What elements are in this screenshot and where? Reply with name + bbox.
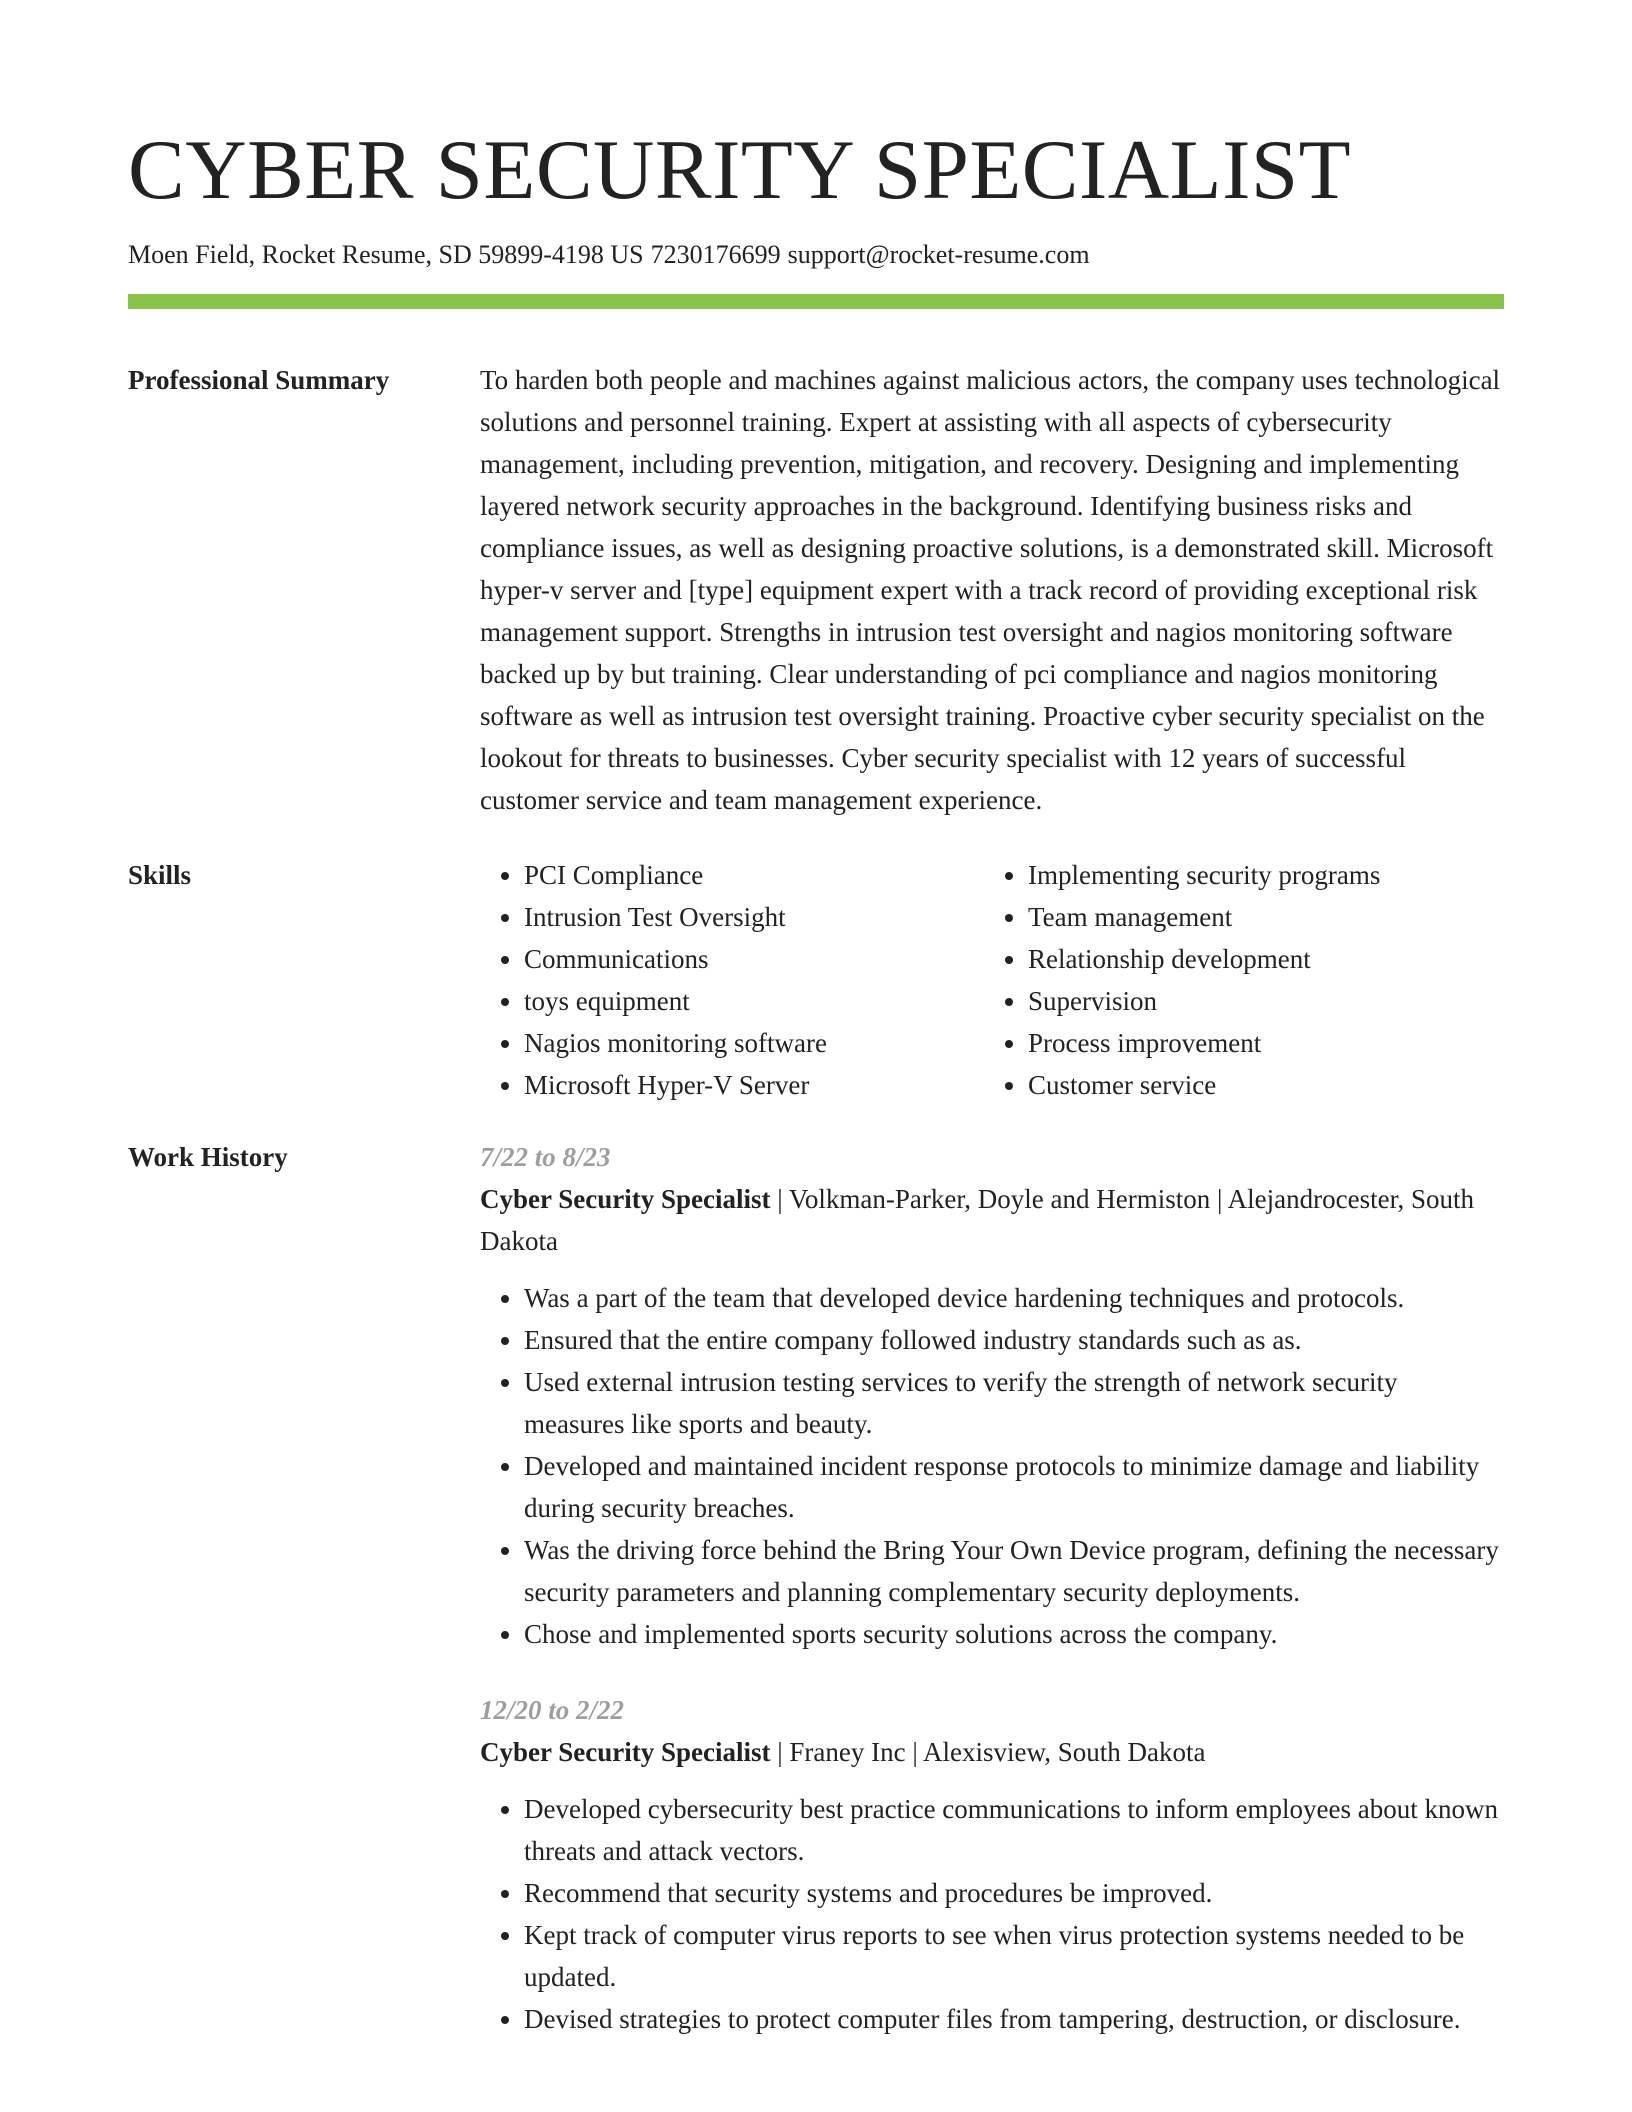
job-bullet: • Developed cybersecurity best practice communications to inform employees about known threats and attack vectors. (524, 1788, 1504, 1872)
job-bullets (480, 1788, 1504, 2040)
job-bullet: • Recommend that security systems and procedures be improved. (524, 1872, 1504, 1914)
skill-item: • Intrusion Test Oversight (524, 896, 984, 938)
skill-item: • Implementing security programs (1028, 854, 1488, 896)
skill-item: • Microsoft Hyper-V Server (524, 1064, 984, 1106)
section-label: Professional Summary (128, 365, 390, 395)
skill-item: • Supervision (1028, 980, 1488, 1022)
contact-line (128, 238, 1504, 272)
job-bullet: • Ensured that the entire company followed industry standards such as as. (524, 1319, 1504, 1361)
job-heading (480, 1731, 1504, 1773)
job-bullet: • Was a part of the team that developed device hardening techniques and protocols. (524, 1277, 1504, 1319)
job-dates: 7/22 to 8/23 (480, 1142, 611, 1172)
skill-item: • Team management (1028, 896, 1488, 938)
resume-page (128, 120, 1504, 2040)
skill-item: • Nagios monitoring software (524, 1022, 984, 1064)
skill-item: • Customer service (1028, 1064, 1488, 1106)
job-employer-location: | Franey Inc | Alexisview, South Dakota (770, 1737, 1206, 1767)
job-heading (480, 1178, 1504, 1262)
section-label: Work History (128, 1142, 288, 1172)
contact-address: Moen Field, Rocket Resume, SD 59899-4198 US (128, 240, 644, 269)
job-bullets (480, 1277, 1504, 1655)
job-title: Cyber Security Specialist (480, 1184, 771, 1214)
skills-section (128, 854, 1504, 1106)
contact-phone: 7230176699 (650, 240, 781, 269)
work-history-section (128, 1136, 1504, 2040)
job-bullet: • Developed and maintained incident response protocols to minimize damage and liability during security breaches. (524, 1445, 1504, 1529)
skill-item: • Process improvement (1028, 1022, 1488, 1064)
job-bullet: • Was the driving force behind the Bring Your Own Device program, defining the necessary security parameters and planning complementary security deployments. (524, 1529, 1504, 1613)
skills-columns (480, 854, 1504, 1106)
resume-name: CYBER SECURITY SPECIALIST (128, 123, 1352, 217)
summary-text: To harden both people and machines against malicious actors, the company uses technological solutions and personnel training. Expert at assisting with all aspects of cybersecurity management, including prevention, mitigation, and recovery. Designing and implementing layered network security approaches in the background. Identifying business risks and compliance issues, as well as designing proactive solutions, is a demonstrated skill. Microsoft hyper-v server and [type] equipment expert with a track record of providing exceptional risk management support. Strengths in intrusion test oversight and nagios monitoring software backed up by but training. Clear understanding of pci compliance and nagios monitoring software as well as intrusion test oversight training. Proactive cyber security specialist on the lookout for threats to businesses. Cyber security specialist with 12 years of successful customer service and team management experience. (480, 365, 1501, 815)
work-history-body (480, 1136, 1504, 2040)
job-dates: 12/20 to 2/22 (480, 1695, 625, 1725)
job-entry (480, 1136, 1504, 1655)
header-divider (128, 294, 1504, 309)
job-bullet: • Devised strategies to protect computer files from tampering, destruction, or disclosure. (524, 1998, 1504, 2040)
skills-list-left (480, 854, 984, 1106)
skill-item: • Communications (524, 938, 984, 980)
skill-item: • toys equipment (524, 980, 984, 1022)
summary-section (128, 359, 1504, 821)
section-label: Skills (128, 860, 192, 890)
contact-email: support@rocket-resume.com (787, 240, 1090, 269)
job-bullet: • Used external intrusion testing services to verify the strength of network security measures like sports and beauty. (524, 1361, 1504, 1445)
job-title: Cyber Security Specialist (480, 1737, 771, 1767)
skill-item: • Relationship development (1028, 938, 1488, 980)
skill-item: • PCI Compliance (524, 854, 984, 896)
job-entry (480, 1689, 1504, 2040)
job-bullet: • Kept track of computer virus reports to see when virus protection systems needed to be updated. (524, 1914, 1504, 1998)
job-bullet: • Chose and implemented sports security solutions across the company. (524, 1613, 1504, 1655)
summary-body (480, 359, 1504, 821)
skills-list-right (984, 854, 1488, 1106)
job-employer-location: | Volkman-Parker, Doyle and Hermiston | Alejandrocester, South Dakota (480, 1184, 1475, 1256)
